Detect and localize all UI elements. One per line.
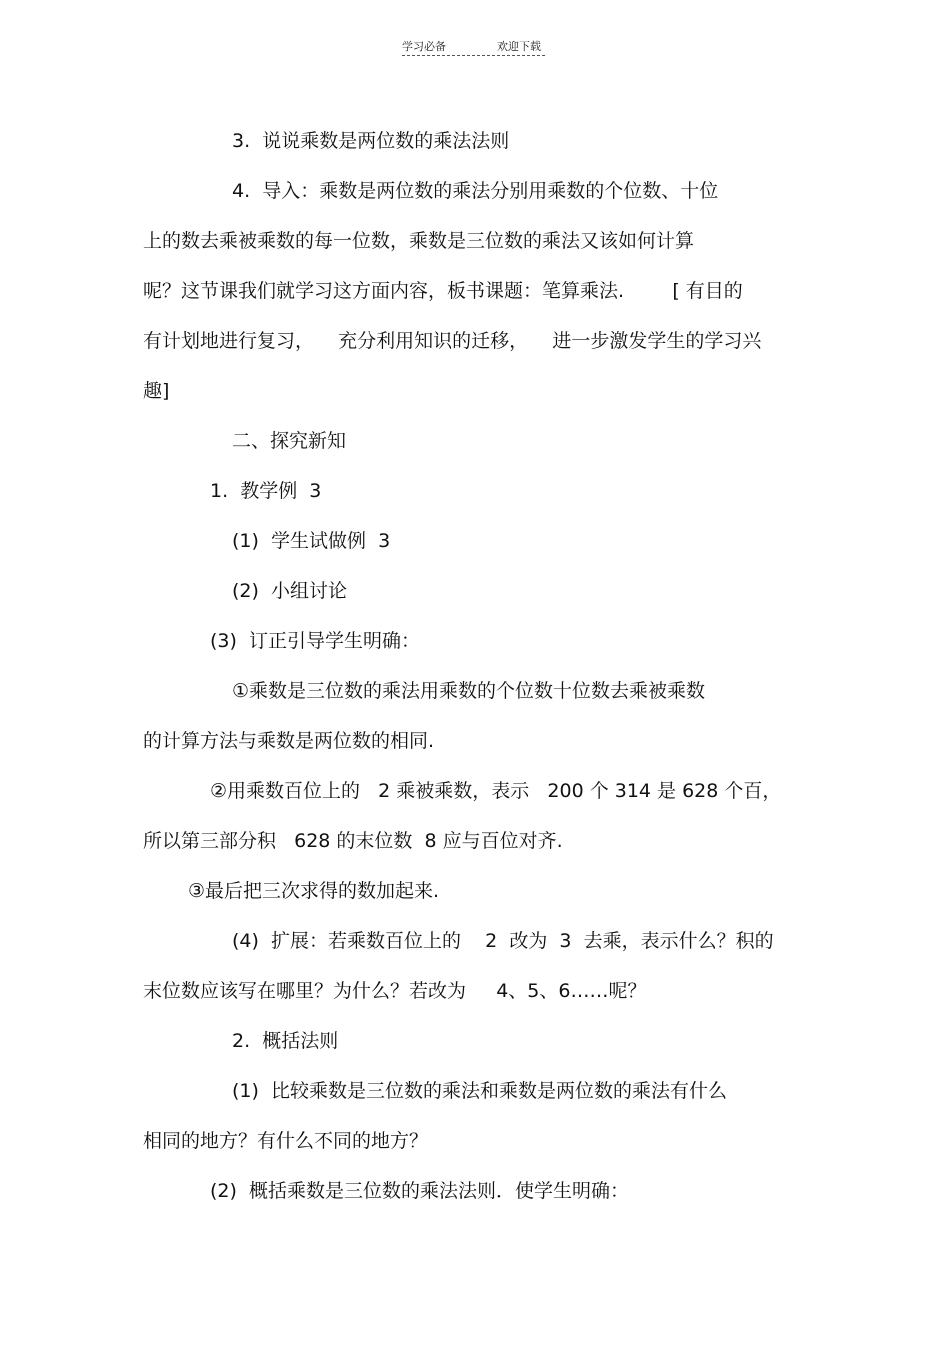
paragraph-line: ①乘数是三位数的乘法用乘数的个位数十位数去乘被乘数 (232, 680, 706, 702)
paragraph-line: 有计划地进行复习， 充分利用知识的迁移， 进一步激发学生的学习兴 (143, 330, 762, 352)
paragraph-line: 呢？这节课我们就学习这方面内容，板书课题：笔算乘法. [ 有目的 (143, 280, 743, 302)
header-right-text: 欢迎下载 (497, 40, 541, 53)
paragraph-line: ③最后把三次求得的数加起来. (188, 880, 440, 902)
header-left-text: 学习必备 (402, 40, 446, 53)
paragraph-line: 所以第三部分积 628 的末位数 8 应与百位对齐. (143, 830, 563, 852)
paragraph-line: 的计算方法与乘数是两位数的相同. (143, 730, 435, 752)
page-header (0, 40, 950, 60)
paragraph-line: (2) 概括乘数是三位数的乘法法则．使学生明确： (210, 1180, 629, 1202)
header-underline (402, 55, 545, 56)
paragraph-line: 4. 导入：乘数是两位数的乘法分别用乘数的个位数、十位 (232, 180, 719, 202)
paragraph-line: 3. 说说乘数是两位数的乘法法则 (232, 130, 510, 152)
paragraph-line: (3) 订正引导学生明确： (210, 630, 420, 652)
paragraph-line: 1. 教学例 3 (210, 480, 322, 502)
section-heading: 二、探究新知 (232, 430, 347, 452)
paragraph-line: 上的数去乘被乘数的每一位数，乘数是三位数的乘法又该如何计算 (143, 230, 695, 252)
paragraph-line: ②用乘数百位上的 2 乘被乘数，表示 200 个 314 是 628 个百， (210, 780, 782, 802)
paragraph-line: (1) 比较乘数是三位数的乘法和乘数是两位数的乘法有什么 (232, 1080, 727, 1102)
paragraph-line: 2. 概括法则 (232, 1030, 339, 1052)
paragraph-line: 相同的地方？有什么不同的地方？ (143, 1130, 429, 1152)
paragraph-line: 趣] (143, 380, 170, 402)
paragraph-line: (2) 小组讨论 (232, 580, 347, 602)
paragraph-line: 末位数应该写在哪里？为什么？若改为 4、5、6……呢？ (143, 980, 647, 1002)
paragraph-line: (1) 学生试做例 3 (232, 530, 391, 552)
paragraph-line: (4) 扩展：若乘数百位上的 2 改为 3 去乘，表示什么？积的 (232, 930, 774, 952)
